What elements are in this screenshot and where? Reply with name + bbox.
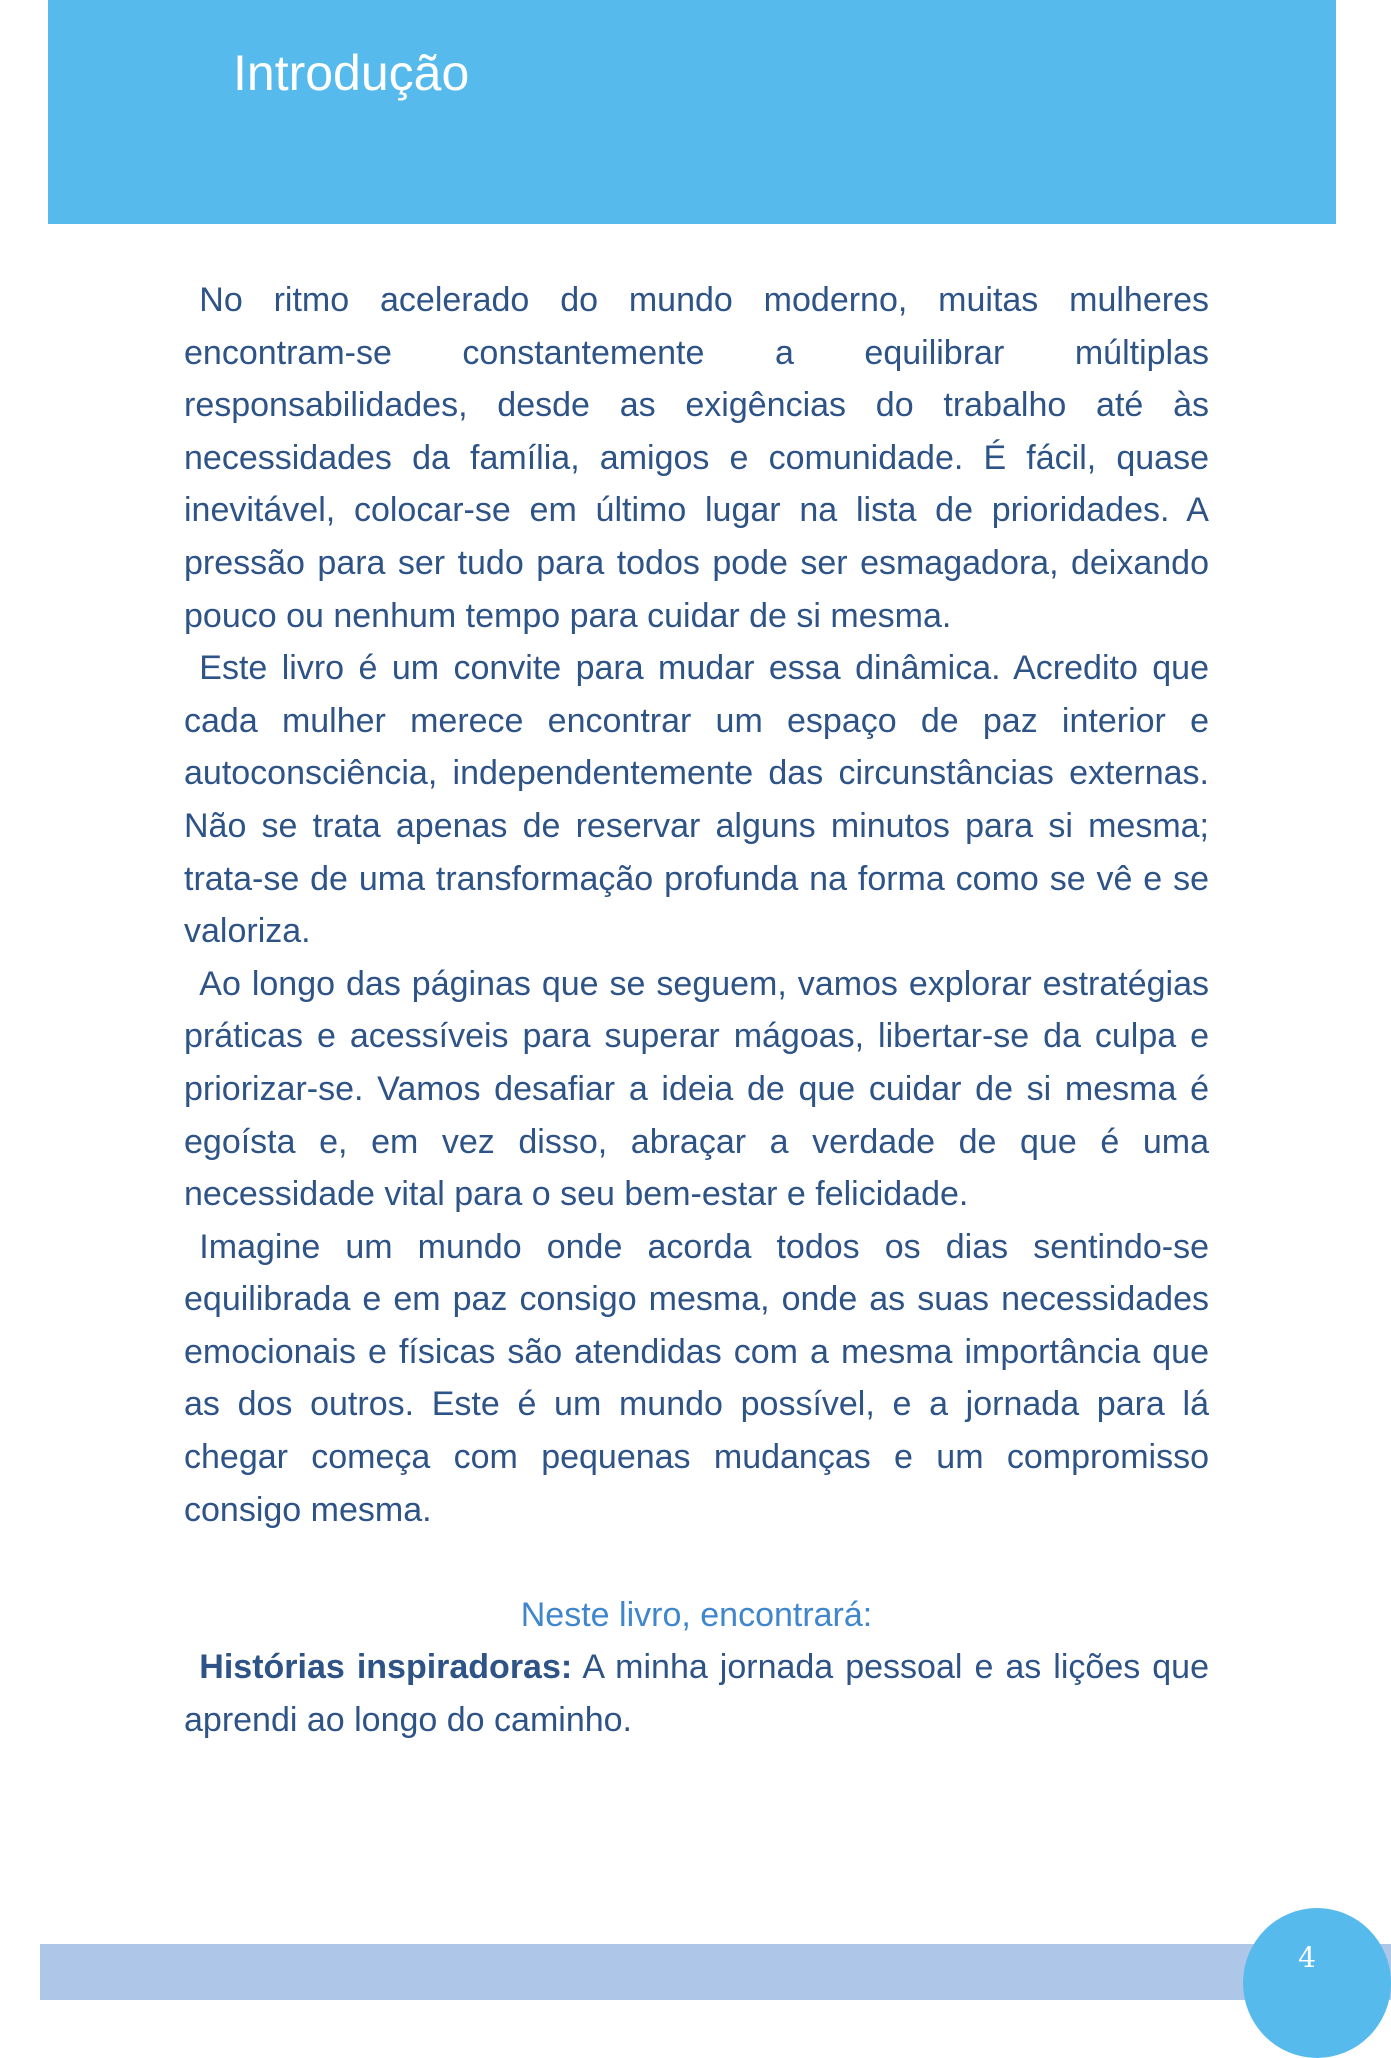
feature-item-label: Histórias inspiradoras: <box>199 1648 573 1687</box>
feature-item <box>184 1641 1209 1746</box>
section-spacer <box>184 1536 1209 1589</box>
page-title: Introdução <box>233 45 470 101</box>
page-number-badge <box>1243 1908 1391 2058</box>
paragraph-4: Imagine um mundo onde acorda todos os dias sentindo-se equilibrada e em paz consigo mesma, onde as suas necessidades emocionais e físicas são atendidas com a mesma importância que as dos outros. Este é um mundo possível, e a jornada para lá chegar começa com pequenas mudanças e um compromisso consigo mesma. <box>184 1227 1209 1529</box>
page-number: 4 <box>1298 1941 1316 1974</box>
paragraph-3: Ao longo das páginas que se seguem, vamos explorar estratégias práticas e acessíveis para superar mágoas, libertar-se da culpa e priorizar-se. Vamos desafiar a ideia de que cuidar de si mesma é egoísta e, em vez disso, abraçar a verdade de que é uma necessidade vital para o seu bem-estar e felicidade. <box>184 964 1209 1214</box>
section-heading: Neste livro, encontrará: <box>520 1595 873 1634</box>
paragraph-1: No ritmo acelerado do mundo moderno, muitas mulheres encontram-se constantemente a equilibrar múltiplas responsabilidades, desde as exigências do trabalho até às necessidades da família, amigos e comunidade. É fácil, quase inevitável, colocar-se em último lugar na lista de prioridades. A pressão para ser tudo para todos pode ser esmagadora, deixando pouco ou nenhum tempo para cuidar de si mesma. <box>184 281 1209 635</box>
footer-band <box>40 1941 1391 2000</box>
body-text <box>184 274 1209 1747</box>
paragraph-2: Este livro é um convite para mudar essa dinâmica. Acredito que cada mulher merece encontrar um espaço de paz interior e autoconsciência, independentemente das circunstâncias externas. Não se trata apenas de reservar alguns minutos para si mesma; trata-se de uma transformação profunda na forma como se vê e se valoriza. <box>184 649 1209 951</box>
feature-item-text: A minha jornada pessoal e as lições que aprendi ao longo do caminho. <box>184 1648 1209 1740</box>
header-band <box>48 0 1336 224</box>
